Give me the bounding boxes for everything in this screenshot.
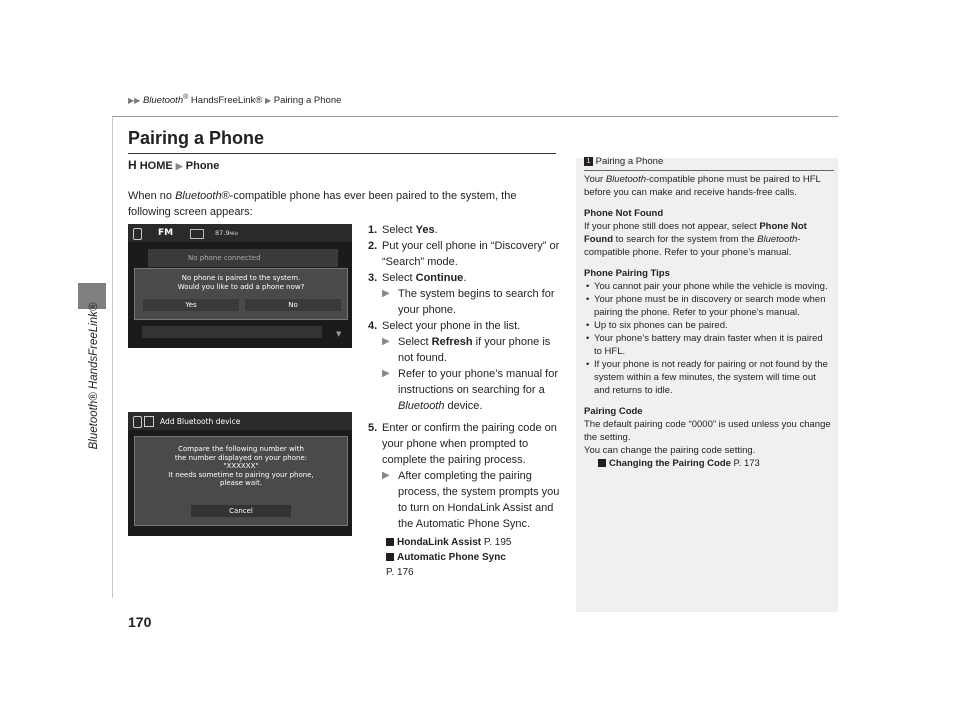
list-item: • Your phone’s battery may drain faster when it is paired to HFL. [594,332,832,358]
preset-icon [190,229,204,239]
ref-changing-pairing-code[interactable]: Changing the Pairing Code P. 173 [598,457,832,470]
nav-path: H HOME ▶ Phone [128,158,220,172]
screen-no-phone-paired: FM 87.9MHz No phone connected No phone is paired to the system. Would you like to add a phone now? Yes No ▼ [128,224,352,348]
arrow-icon: ▶ [175,161,183,171]
phone-icon [133,228,142,240]
breadcrumb: ▶▶ Bluetooth® HandsFreeLink® ▶ Pairing a Phone [128,94,342,107]
reference-icon [598,459,606,467]
bluetooth-icon [144,416,154,427]
connection-status: No phone connected [188,254,261,262]
notes-subhead: Phone Pairing Tips [584,268,670,279]
list-item: • If your phone is not ready for pairing or not found by the system within a few minutes, the system will time out and returns to idle. [594,358,832,397]
step-1: 1. Select Yes. [368,224,438,236]
notes-subhead: Pairing Code [584,406,643,417]
pairing-code-placeholder: "XXXXXX" [223,462,259,470]
arrow-icon: ▶ [382,368,390,379]
pairing-dialog [134,268,348,320]
notes-subhead: Phone Not Found [584,208,664,219]
screen-add-bluetooth-device [128,412,352,536]
step-4: 4. Select your phone in the list. [368,320,521,332]
dialog-message-line: Would you like to add a phone now? [177,283,305,291]
home-icon: H [128,158,137,172]
step-3: 3. Select Continue. [368,272,467,284]
band-label: FM [158,228,174,238]
list-item: • Your phone must be in discovery or search mode when pairing the phone. Refer to your phone’s manual. [594,293,832,319]
side-section-label: Bluetooth® HandsFreeLink® [88,302,100,450]
breadcrumb-arrow-icon: ▶▶ [128,96,141,106]
list-item: • Up to six phones can be paired. [594,319,832,332]
steps-list: 1. Select Yes. 2. Put your cell phone in “Discovery” or “Search” mode. 3. Select Continue. ▶ The system begins to search for your phone. 4. Select your phone in the list. ▶ Select Refresh if your phone is not found. ▶ Refer to your phone’s manual for instructions on searching for a Bluetooth device. 5. Enter or confirm the pairing code on your phone when prompted to complete the pairing process. ▶ After completing the pairing process, the system prompts you to turn on HondaLink Assist and the Automatic Phone Sync. HondaLink Assist P. 195 Automatic Phone Sync P. 176 [368,224,560,578]
left-divider [112,118,113,598]
page-number: 170 [128,614,152,630]
chevron-down-icon: ▼ [336,330,342,338]
notes-body: Your Bluetooth-compatible phone must be paired to HFL before you can make and receive hands-free calls. Phone Not Found If your phone still does not appear, select Phone Not Found to search for the system from the Bluetooth-compatible phone. Refer to your phone’s manual. Phone Pairing Tips • You cannot pair your phone while the vehicle is moving. • Your phone must be in discovery or search mode when pairing the phone. Refer to your phone’s manual. • Up to six phones can be paired. • Your phone’s battery may drain faster when it is paired to HFL. • If your phone is not ready for pairing or not found by the system within a few minutes, the system will time out and returns to idle. Pairing Code The default pairing code “0000” is used unless you change the setting. You can change the pairing code setting. Changing the Pairing Code P. 173 [584,173,832,470]
page-title: Pairing a Phone [128,128,265,148]
tips-list [584,280,832,397]
screen-header: Add Bluetooth device [160,417,241,426]
title-rule [128,153,556,154]
note-number-icon: 1 [584,157,593,166]
list-item: • You cannot pair your phone while the vehicle is moving. [594,280,832,293]
breadcrumb-arrow-icon: ▶ [264,96,272,106]
notes-header: 1 Pairing a Phone [584,156,834,171]
intro-paragraph: When no Bluetooth®-compatible phone has ever been paired to the system, the following screen appears: [128,190,517,218]
phone-icon [133,416,142,428]
arrow-icon: ▶ [382,336,390,347]
dialog-message-line: No phone is paired to the system. [181,274,301,282]
reference-icon [386,538,394,546]
step-5: 5. Enter or confirm the pairing code on your phone when prompted to complete the pairing process. [368,422,557,466]
cancel-button[interactable]: Cancel [191,505,291,517]
arrow-icon: ▶ [382,470,390,481]
reference-icon [386,553,394,561]
ref-automatic-phone-sync[interactable]: Automatic Phone Sync [386,550,560,565]
pairing-progress-dialog: Compare the following number with the number displayed on your phone: "XXXXXX" It needs sometime to pairing your phone, please wait. Cancel [134,436,348,526]
arrow-icon: ▶ [382,288,390,299]
ref-hondalink-assist[interactable]: HondaLink Assist P. 195 [386,535,560,550]
step-2: 2. Put your cell phone in “Discovery” or “Search” mode. [368,240,560,268]
frequency-value: 87.9 [215,229,230,237]
yes-button[interactable]: Yes [143,299,239,311]
no-button[interactable]: No [245,299,341,311]
header-rule [112,116,838,117]
